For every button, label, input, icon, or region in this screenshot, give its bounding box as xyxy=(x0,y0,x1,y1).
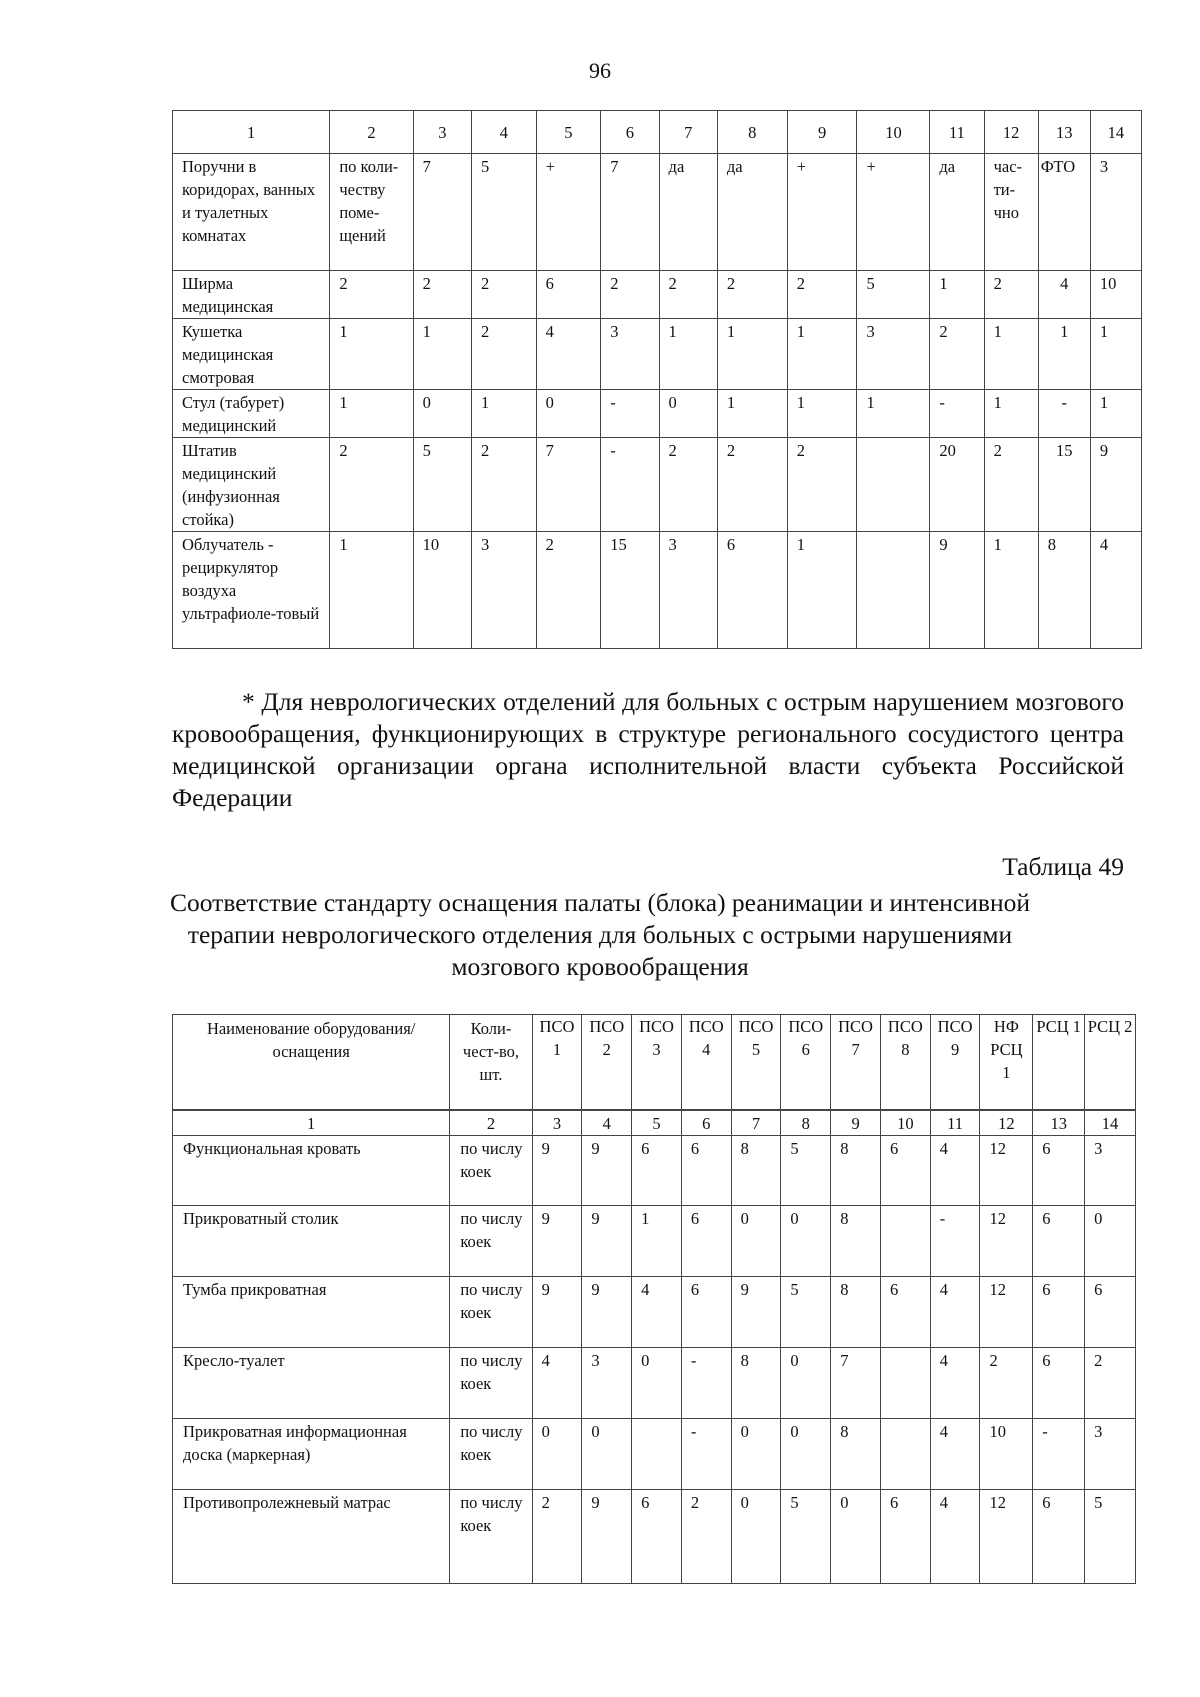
table-cell: 2 xyxy=(413,271,471,319)
equipment-qty: по коли-честву поме-щений xyxy=(330,154,413,271)
equipment-name: Кресло-туалет xyxy=(173,1348,450,1419)
table-cell: 1 xyxy=(472,390,537,438)
equipment-name: Штатив медицинский (инфузионная стойка) xyxy=(173,438,330,532)
equipment-name: Тумба прикроватная xyxy=(173,1277,450,1348)
table-cell: 1 xyxy=(787,319,857,390)
table-cell: 9 xyxy=(582,1490,632,1584)
table-cell: - xyxy=(1038,390,1090,438)
table-cell: 8 xyxy=(831,1277,881,1348)
table-cell: 6 xyxy=(1085,1277,1136,1348)
column-numbers-row xyxy=(173,111,1142,154)
table-cell: 3 xyxy=(1085,1419,1136,1490)
table-cell: 2 xyxy=(472,438,537,532)
equipment-name: Стул (табурет) медицинский xyxy=(173,390,330,438)
column-header-qty: Коли-чест-во, шт. xyxy=(450,1015,532,1110)
equipment-table-continued xyxy=(172,110,1142,649)
column-number: 12 xyxy=(984,111,1038,154)
table-cell: 2 xyxy=(536,532,601,649)
table-cell: 3 xyxy=(1090,154,1141,271)
table-cell: 0 xyxy=(632,1348,682,1419)
table-cell: 1 xyxy=(1038,319,1090,390)
table-cell: 8 xyxy=(731,1136,781,1206)
table-cell: 1 xyxy=(930,271,984,319)
table-cell xyxy=(880,1206,930,1277)
column-header: РСЦ 1 xyxy=(1033,1015,1085,1110)
table-cell: 6 xyxy=(536,271,601,319)
table-cell: 3 xyxy=(601,319,659,390)
table-cell: 2 xyxy=(659,438,717,532)
table-cell: 4 xyxy=(1090,532,1141,649)
table-row xyxy=(173,1348,1136,1419)
table-cell: 12 xyxy=(980,1206,1033,1277)
table-cell: + xyxy=(857,154,930,271)
table-cell: 8 xyxy=(1038,532,1090,649)
header-row xyxy=(173,1015,1136,1110)
equipment-qty: по числу коек xyxy=(450,1348,532,1419)
column-number: 13 xyxy=(1033,1111,1085,1136)
table-cell: 4 xyxy=(930,1419,980,1490)
table-cell: 6 xyxy=(717,532,787,649)
equipment-qty: по числу коек xyxy=(450,1419,532,1490)
table-cell: 9 xyxy=(532,1136,582,1206)
table-cell: 7 xyxy=(536,438,601,532)
table-cell: - xyxy=(930,390,984,438)
table-cell: 5 xyxy=(472,154,537,271)
table-cell: 9 xyxy=(582,1277,632,1348)
equipment-name: Прикроватный столик xyxy=(173,1206,450,1277)
equipment-qty: по числу коек xyxy=(450,1136,532,1206)
footnote-text xyxy=(172,686,1124,814)
equipment-qty: 1 xyxy=(330,532,413,649)
column-number: 2 xyxy=(450,1111,532,1136)
table-cell: 0 xyxy=(731,1490,781,1584)
table-cell: + xyxy=(536,154,601,271)
table-cell: + xyxy=(787,154,857,271)
table-cell: 2 xyxy=(532,1490,582,1584)
equipment-qty: 2 xyxy=(330,438,413,532)
table-cell: 1 xyxy=(984,532,1038,649)
column-header: ПСО 7 xyxy=(831,1015,881,1110)
table49-header xyxy=(172,1014,1136,1110)
table-cell: 0 xyxy=(413,390,471,438)
table-cell: 7 xyxy=(831,1348,881,1419)
column-number: 12 xyxy=(980,1111,1033,1136)
table-cell: 5 xyxy=(413,438,471,532)
column-number: 4 xyxy=(472,111,537,154)
table-cell: 2 xyxy=(787,271,857,319)
table-cell: 8 xyxy=(831,1206,881,1277)
table-cell: 2 xyxy=(659,271,717,319)
table-cell: 1 xyxy=(413,319,471,390)
table-row xyxy=(173,438,1142,532)
table-cell: 7 xyxy=(601,154,659,271)
table-cell: 12 xyxy=(980,1490,1033,1584)
table-cell: 9 xyxy=(1090,438,1141,532)
table-cell: 0 xyxy=(831,1490,881,1584)
table-cell: 8 xyxy=(731,1348,781,1419)
table-row xyxy=(173,271,1142,319)
table-cell: 6 xyxy=(681,1136,731,1206)
table-cell: 5 xyxy=(781,1277,831,1348)
equipment-name: Поручни в коридорах, ванных и туалетных комнатах xyxy=(173,154,330,271)
table-cell: 2 xyxy=(984,438,1038,532)
equipment-qty: по числу коек xyxy=(450,1206,532,1277)
table-cell: 3 xyxy=(857,319,930,390)
column-header: ПСО 1 xyxy=(532,1015,582,1110)
table-cell: 5 xyxy=(1085,1490,1136,1584)
table-cell: 5 xyxy=(857,271,930,319)
table-cell: 3 xyxy=(472,532,537,649)
table-cell: 2 xyxy=(472,319,537,390)
table-cell: 0 xyxy=(781,1419,831,1490)
equipment-qty: по числу коек xyxy=(450,1490,532,1584)
table-cell: да xyxy=(659,154,717,271)
column-number: 11 xyxy=(930,111,984,154)
table-cell: 0 xyxy=(532,1419,582,1490)
equipment-name: Облучатель - рециркулятор воздуха ультрафиоле-товый xyxy=(173,532,330,649)
table-cell: - xyxy=(1033,1419,1085,1490)
table-cell: 10 xyxy=(413,532,471,649)
table-cell: 9 xyxy=(532,1277,582,1348)
table-cell: 2 xyxy=(717,438,787,532)
table-cell: 9 xyxy=(930,532,984,649)
table-cell: 6 xyxy=(880,1277,930,1348)
table-cell: 2 xyxy=(787,438,857,532)
column-header: ПСО 5 xyxy=(731,1015,781,1110)
column-header: ПСО 8 xyxy=(880,1015,930,1110)
table-cell: 6 xyxy=(1033,1348,1085,1419)
table-caption: Соответствие стандарту оснащения палаты (блока) реанимации и интенсивной терапии неврологического отделения для больных с острыми нарушениями мозгового кровообращения xyxy=(170,888,1030,981)
page-number: 96 xyxy=(589,58,611,83)
table-cell: 6 xyxy=(1033,1277,1085,1348)
column-header: НФ РСЦ 1 xyxy=(980,1015,1033,1110)
table-cell: час-ти-чно xyxy=(984,154,1038,271)
column-number: 4 xyxy=(582,1111,632,1136)
table-cell: 1 xyxy=(632,1206,682,1277)
table-cell: 1 xyxy=(984,319,1038,390)
table-cell: 8 xyxy=(831,1419,881,1490)
table-cell: 15 xyxy=(601,532,659,649)
table-cell: 2 xyxy=(984,271,1038,319)
table-cell: 10 xyxy=(980,1419,1033,1490)
table-cell: 0 xyxy=(781,1348,831,1419)
column-header: ПСО 2 xyxy=(582,1015,632,1110)
table-cell: 2 xyxy=(930,319,984,390)
table-cell: - xyxy=(930,1206,980,1277)
table-cell: 4 xyxy=(536,319,601,390)
table-cell: 4 xyxy=(1038,271,1090,319)
table-cell: 9 xyxy=(582,1136,632,1206)
table-cell: 1 xyxy=(984,390,1038,438)
table-cell: 6 xyxy=(1033,1136,1085,1206)
table-cell: 1 xyxy=(857,390,930,438)
table-cell: 10 xyxy=(1090,271,1141,319)
column-number: 5 xyxy=(632,1111,682,1136)
table-cell: 6 xyxy=(632,1136,682,1206)
table-cell: 2 xyxy=(681,1490,731,1584)
table-row xyxy=(173,319,1142,390)
table-cell: 12 xyxy=(980,1136,1033,1206)
table-cell: 6 xyxy=(880,1490,930,1584)
table-cell xyxy=(880,1419,930,1490)
table-cell: 6 xyxy=(1033,1206,1085,1277)
table-cell: - xyxy=(681,1419,731,1490)
column-number: 7 xyxy=(659,111,717,154)
table-cell: 20 xyxy=(930,438,984,532)
table-cell: 4 xyxy=(930,1277,980,1348)
table-cell: 8 xyxy=(831,1136,881,1206)
column-number: 14 xyxy=(1085,1111,1136,1136)
column-number: 2 xyxy=(330,111,413,154)
table-cell xyxy=(857,438,930,532)
table-cell: 1 xyxy=(717,390,787,438)
table-cell: 2 xyxy=(980,1348,1033,1419)
table-row xyxy=(173,1136,1136,1206)
column-header: ПСО 9 xyxy=(930,1015,980,1110)
table-cell: 4 xyxy=(930,1348,980,1419)
table-cell: 0 xyxy=(731,1419,781,1490)
table-cell: 1 xyxy=(1090,390,1141,438)
table-cell: 9 xyxy=(731,1277,781,1348)
table-cell: 6 xyxy=(681,1277,731,1348)
table-cell: 5 xyxy=(781,1490,831,1584)
column-number: 5 xyxy=(536,111,601,154)
table-cell: - xyxy=(681,1348,731,1419)
column-header: ПСО 4 xyxy=(681,1015,731,1110)
table-cell: 0 xyxy=(659,390,717,438)
table-cell: 4 xyxy=(532,1348,582,1419)
table-number: Таблица 49 xyxy=(1002,852,1124,881)
column-number: 7 xyxy=(731,1111,781,1136)
column-number: 14 xyxy=(1090,111,1141,154)
table-cell: 2 xyxy=(717,271,787,319)
table-cell: - xyxy=(601,438,659,532)
table-cell: 0 xyxy=(536,390,601,438)
table-cell: 6 xyxy=(632,1490,682,1584)
table-cell: 9 xyxy=(582,1206,632,1277)
table-cell: 0 xyxy=(1085,1206,1136,1277)
table-cell: 1 xyxy=(787,532,857,649)
equipment-qty: 1 xyxy=(330,390,413,438)
table-cell: 1 xyxy=(659,319,717,390)
table-row xyxy=(173,532,1142,649)
table-cell: 0 xyxy=(582,1419,632,1490)
column-number: 6 xyxy=(601,111,659,154)
table-cell: 4 xyxy=(930,1490,980,1584)
table-cell: 5 xyxy=(781,1136,831,1206)
column-number: 8 xyxy=(717,111,787,154)
column-header: ПСО 6 xyxy=(781,1015,831,1110)
equipment-name: Кушетка медицинская смотровая xyxy=(173,319,330,390)
table-cell: 0 xyxy=(731,1206,781,1277)
equipment-name: Ширма медицинская xyxy=(173,271,330,319)
table-cell xyxy=(857,532,930,649)
table-cell: 0 xyxy=(781,1206,831,1277)
equipment-name: Функциональная кровать xyxy=(173,1136,450,1206)
table-cell: 1 xyxy=(717,319,787,390)
table-cell: 2 xyxy=(601,271,659,319)
equipment-name: Прикроватная информационная доска (маркерная) xyxy=(173,1419,450,1490)
table-cell: 7 xyxy=(413,154,471,271)
table-cell: ФТО xyxy=(1038,154,1090,271)
table-cell: 4 xyxy=(632,1277,682,1348)
table-cell xyxy=(880,1348,930,1419)
table-row xyxy=(173,390,1142,438)
equipment-name: Противопролежневый матрас xyxy=(173,1490,450,1584)
column-number: 10 xyxy=(857,111,930,154)
table49-body xyxy=(172,1110,1136,1584)
table-cell: 2 xyxy=(1085,1348,1136,1419)
table-cell: 2 xyxy=(472,271,537,319)
column-header-name: Наименование оборудования/ оснащения xyxy=(173,1015,450,1110)
column-number: 9 xyxy=(787,111,857,154)
column-header: ПСО 3 xyxy=(632,1015,682,1110)
equipment-qty: по числу коек xyxy=(450,1277,532,1348)
column-number: 8 xyxy=(781,1111,831,1136)
column-number: 6 xyxy=(681,1111,731,1136)
table-cell: да xyxy=(717,154,787,271)
table-row xyxy=(173,1490,1136,1584)
table-cell: 3 xyxy=(582,1348,632,1419)
table-cell: 6 xyxy=(1033,1490,1085,1584)
table-cell: 1 xyxy=(787,390,857,438)
column-numbers-row xyxy=(173,1111,1136,1136)
column-number: 3 xyxy=(413,111,471,154)
table-cell: 6 xyxy=(880,1136,930,1206)
column-number: 1 xyxy=(173,111,330,154)
table-cell: 15 xyxy=(1038,438,1090,532)
column-number: 11 xyxy=(930,1111,980,1136)
column-number: 13 xyxy=(1038,111,1090,154)
equipment-qty: 1 xyxy=(330,319,413,390)
table-row xyxy=(173,1419,1136,1490)
table-cell: 12 xyxy=(980,1277,1033,1348)
column-number: 10 xyxy=(880,1111,930,1136)
table-cell: 1 xyxy=(1090,319,1141,390)
table-row xyxy=(173,1277,1136,1348)
column-header: РСЦ 2 xyxy=(1085,1015,1136,1110)
table-cell: 6 xyxy=(681,1206,731,1277)
table-cell: 3 xyxy=(1085,1136,1136,1206)
table-cell: 4 xyxy=(930,1136,980,1206)
table-row xyxy=(173,1206,1136,1277)
table-cell: 9 xyxy=(532,1206,582,1277)
table-cell xyxy=(632,1419,682,1490)
table-cell: - xyxy=(601,390,659,438)
column-number: 9 xyxy=(831,1111,881,1136)
table-cell: 3 xyxy=(659,532,717,649)
table-cell: да xyxy=(930,154,984,271)
equipment-qty: 2 xyxy=(330,271,413,319)
table-row xyxy=(173,154,1142,271)
footnote-paragraph: * Для неврологических отделений для больных с острым нарушением мозгового кровообращения, функционирующих в структуре регионального сосудистого центра медицинской организации органа исполнительной власти субъекта Российской Федерации xyxy=(172,687,1124,812)
column-number: 1 xyxy=(173,1111,450,1136)
column-number: 3 xyxy=(532,1111,582,1136)
